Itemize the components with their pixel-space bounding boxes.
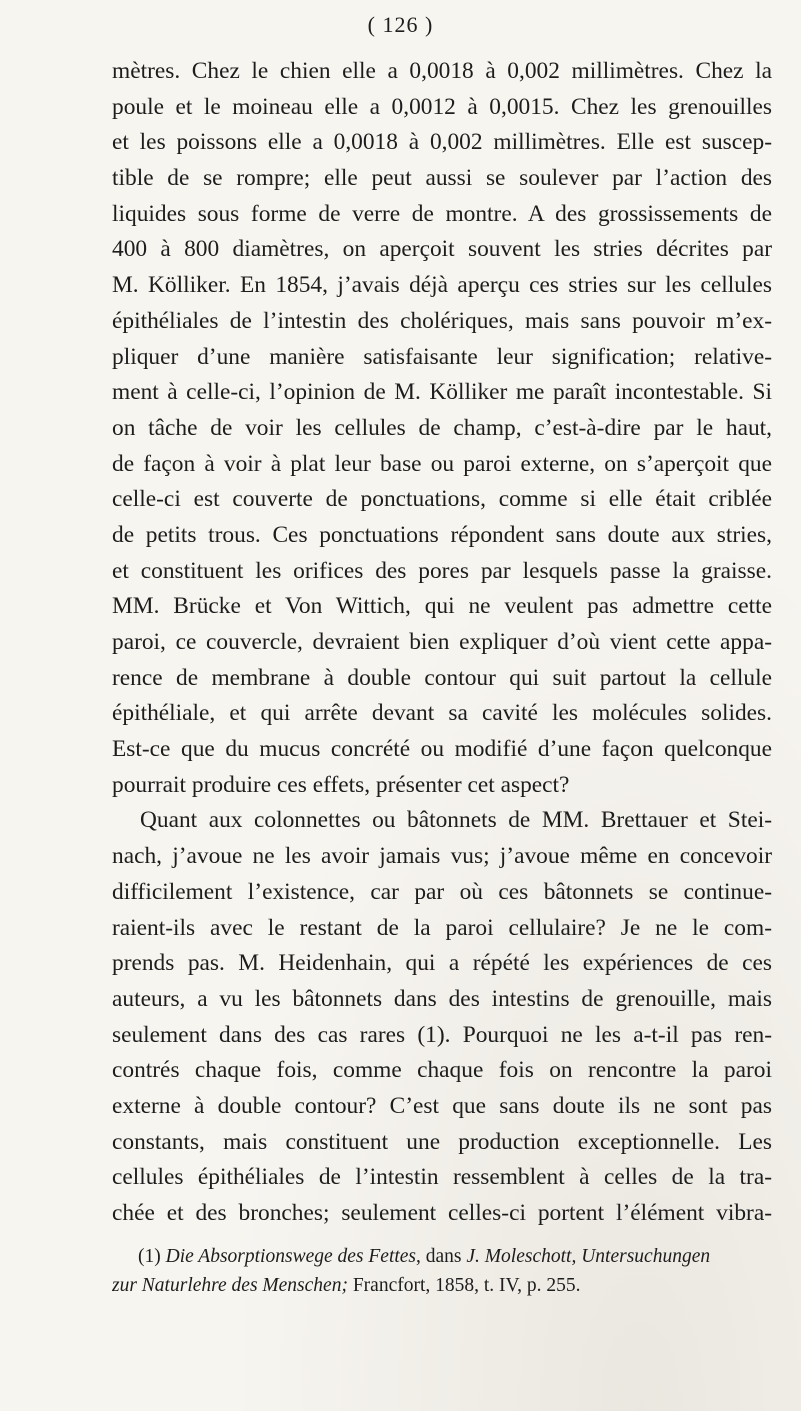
footnote-author: J. Moleschott, Untersuchungen: [466, 1246, 711, 1267]
text-line: on tâche de voir les cellules de champ, c’est-à-dire par le haut,: [112, 414, 772, 441]
text-line: liquides sous forme de verre de montre. A des grossissements de: [112, 200, 772, 227]
text-line: et constituent les orifices des pores par lesquels passe la graisse.: [112, 557, 772, 584]
text-line: de petits trous. Ces ponctuations répondent sans doute aux stries,: [112, 521, 772, 548]
text-line: poule et le moineau elle a 0,0012 à 0,0015. Chez les grenouilles: [112, 93, 772, 120]
text-line: auteurs, a vu les bâtonnets dans des intestins de grenouille, mais: [112, 985, 772, 1012]
footnote-title: Die Absorptionswege des Fettes: [165, 1246, 417, 1267]
text-line: épithéliale, et qui arrête devant sa cavité les molécules solides.: [112, 700, 772, 727]
text-line: Quant aux colonnettes ou bâtonnets de MM. Brettauer et Stei-: [140, 807, 772, 834]
text-line: tible de se rompre; elle peut aussi se soulever par l’action des: [112, 165, 772, 192]
text-line: pliquer d’une manière satisfaisante leur signification; relative-: [112, 343, 772, 370]
text-line: nach, j’avoue ne les avoir jamais vus; j’avoue même en concevoir: [112, 843, 772, 870]
text-line: ment à celle-ci, l’opinion de M. Kölliker me paraît incontestable. Si: [112, 379, 772, 406]
text-line: et les poissons elle a 0,0018 à 0,002 millimètres. Elle est suscep-: [112, 129, 772, 156]
text-line: pourrait produire ces effets, présenter cet aspect?: [112, 771, 570, 798]
text-line: épithéliales de l’intestin des cholériques, mais sans pouvoir m’ex-: [112, 307, 772, 334]
body-text: [112, 54, 772, 1232]
text-line: MM. Brücke et Von Wittich, qui ne veulent pas admettre cette: [112, 593, 772, 620]
footnote-title-continued: zur Naturlehre des Menschen;: [112, 1275, 348, 1296]
text-line: constants, mais constituent une production exceptionnelle. Les: [112, 1128, 772, 1155]
text-line: paroi, ce couvercle, devraient bien expliquer d’où vient cette appa-: [112, 629, 772, 655]
footnote-line-1: [112, 1242, 772, 1271]
text-line: de façon à voir à plat leur base ou paroi externe, on s’aperçoit que: [112, 450, 772, 477]
text-line: raient-ils avec le restant de la paroi cellulaire? Je ne le com-: [112, 914, 772, 941]
text-line: mètres. Chez le chien elle a 0,0018 à 0,002 millimètres. Chez la: [112, 58, 772, 84]
text-line: M. Kölliker. En 1854, j’avais déjà aperçu ces stries sur les cellules: [112, 272, 772, 299]
footnote-text: , dans: [416, 1246, 467, 1267]
text-line: cellules épithéliales de l’intestin ressemblent à celles de la tra-: [112, 1164, 772, 1191]
text-line: seulement dans des cas rares (1). Pourquoi ne les a-t-il pas ren-: [112, 1021, 772, 1048]
text-line: prends pas. M. Heidenhain, qui a répété les expériences de ces: [112, 950, 772, 977]
footnote-line-2: [112, 1271, 772, 1300]
text-line: chée et des bronches; seulement celles-ci portent l’élément vibra-: [112, 1200, 772, 1226]
text-line: externe à double contour? C’est que sans doute ils ne sont pas: [112, 1092, 772, 1119]
text-line: contrés chaque fois, comme chaque fois on rencontre la paroi: [112, 1057, 772, 1084]
text-line: celle-ci est couverte de ponctuations, comme si elle était criblée: [112, 486, 772, 513]
footnote-marker: (1): [138, 1246, 166, 1267]
footnote: [112, 1242, 772, 1300]
footnote-publication: Francfort, 1858, t. IV, p. 255.: [347, 1275, 581, 1296]
text-line: rence de membrane à double contour qui suit partout la cellule: [112, 664, 772, 691]
text-line: 400 à 800 diamètres, on aperçoit souvent les stries décrites par: [112, 236, 772, 263]
text-line: difficilement l’existence, car par où ces bâtonnets se continue-: [112, 878, 772, 905]
text-line: Est-ce que du mucus concrété ou modifié d’une façon quelconque: [112, 736, 772, 763]
page-number: ( 126 ): [367, 12, 434, 37]
